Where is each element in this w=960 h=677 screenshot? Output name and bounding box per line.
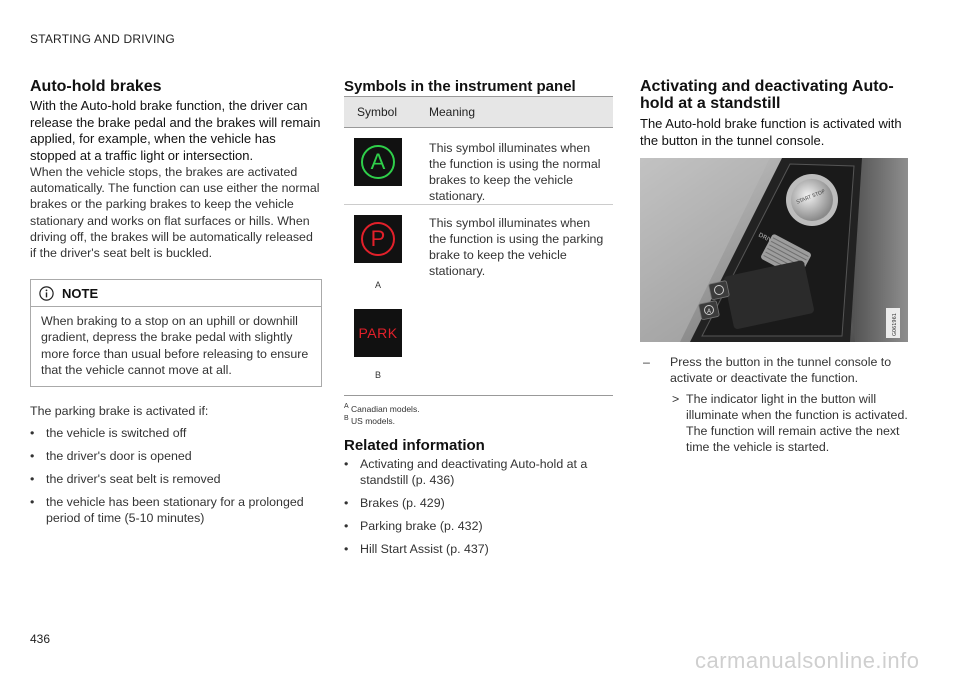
related-link[interactable]: • Hill Start Assist (p. 437) xyxy=(344,541,613,557)
list-item: • the driver's seat belt is removed xyxy=(30,471,322,487)
section-header: STARTING AND DRIVING xyxy=(30,32,175,46)
note-text: When braking to a stop on an uphill or downhill gradient, depress the brake pedal with slightly more force than usual before releasing to ensure that the vehicle cannot move at all. xyxy=(41,314,309,377)
auto-hold-body: When the vehicle stops, the brakes are activated automatically. The function can use either the normal brakes or the parking brakes to keep the vehicle stationary and works on flat surfaces or hills. When driving off, the brakes will be automatically released if the driver's seat belt is buckled. xyxy=(30,165,320,261)
symbols-table xyxy=(344,96,613,396)
meaning-cell: This symbol illuminates when the function is using the parking brake to keep the vehicle stationary. xyxy=(429,216,604,278)
list-item: • the driver's door is opened xyxy=(30,448,322,464)
tunnel-console-photo xyxy=(640,158,908,342)
column-symbols xyxy=(344,78,613,564)
note-header xyxy=(31,280,321,307)
step-marker: – xyxy=(643,355,650,369)
footnote-mark-b: B xyxy=(374,370,381,380)
auto-hold-symbol-icon xyxy=(354,138,402,186)
related-link[interactable]: • Brakes (p. 429) xyxy=(344,495,613,511)
footnote-letter: B xyxy=(344,414,349,422)
note-title: NOTE xyxy=(62,285,99,301)
meaning-cell: This symbol illuminates when the function is using the normal brakes to keep the vehicle stationary. xyxy=(429,141,601,203)
footnotes xyxy=(344,402,613,426)
symbol-cell xyxy=(344,128,426,205)
drive-mode-label: DRIVE xyxy=(757,231,777,247)
auto-hold-title: Auto-hold brakes xyxy=(30,78,162,95)
symbol-cell xyxy=(344,205,426,396)
table-row xyxy=(344,128,613,205)
footnote-letter: A xyxy=(344,403,349,410)
footnote xyxy=(344,402,613,414)
watermark: carmanualsonline.info xyxy=(695,648,920,673)
result-text: The indicator light in the button will illuminate when the function is activated. The function will remain active the next time the vehicle is started. xyxy=(686,392,908,454)
instruction-step xyxy=(640,354,908,386)
related-link[interactable]: • Activating and deactivating Auto-hold at a standstill (p. 436) xyxy=(344,456,613,488)
column-auto-hold xyxy=(30,78,322,533)
parking-brake-symbol-icon xyxy=(354,215,402,263)
parking-intro: The parking brake is activated if: xyxy=(30,404,209,419)
footnote-mark-a: A xyxy=(374,280,381,290)
park-text: PARK xyxy=(358,325,398,341)
footnote-text: Canadian models. xyxy=(351,403,420,414)
start-stop-label: START STOP xyxy=(795,188,827,206)
auto-hold-button-glyph: A xyxy=(706,308,712,315)
page-number: 436 xyxy=(30,632,51,646)
column-header-meaning: Meaning xyxy=(426,97,613,128)
symbols-title: Symbols in the instrument panel xyxy=(344,78,576,95)
park-symbol-icon xyxy=(354,309,402,357)
step-text: Press the button in the tunnel console to activate or deactivate the function. xyxy=(670,355,892,385)
auto-hold-glyph: A xyxy=(361,145,395,179)
footnote xyxy=(344,414,613,426)
note-box xyxy=(30,279,322,387)
footnote-text: US models. xyxy=(351,415,395,426)
activating-lead: The Auto-hold brake function is activated with the button in the tunnel console. xyxy=(640,116,902,148)
related-list xyxy=(344,456,613,557)
activating-title: Activating and deactivating Auto-hold at a standstill xyxy=(640,78,894,112)
column-activating xyxy=(640,78,908,455)
park-glyph: P xyxy=(361,222,395,256)
instruction-result xyxy=(640,391,908,455)
image-code: G061961 xyxy=(892,313,898,336)
info-icon xyxy=(39,286,54,301)
parking-list xyxy=(30,425,322,526)
related-link[interactable]: • Parking brake (p. 432) xyxy=(344,518,613,534)
auto-hold-lead: With the Auto-hold brake function, the driver can release the brake pedal and the brakes will remain applied, for example, when the vehicle has stopped at a traffic light or intersection. xyxy=(30,98,321,163)
related-title: Related information xyxy=(344,436,485,454)
table-row xyxy=(344,205,613,396)
result-marker: > xyxy=(672,392,680,406)
column-header-symbol: Symbol xyxy=(344,97,426,128)
list-item: • the vehicle is switched off xyxy=(30,425,322,441)
list-item: • the vehicle has been stationary for a prolonged period of time (5-10 minutes) xyxy=(30,494,322,526)
